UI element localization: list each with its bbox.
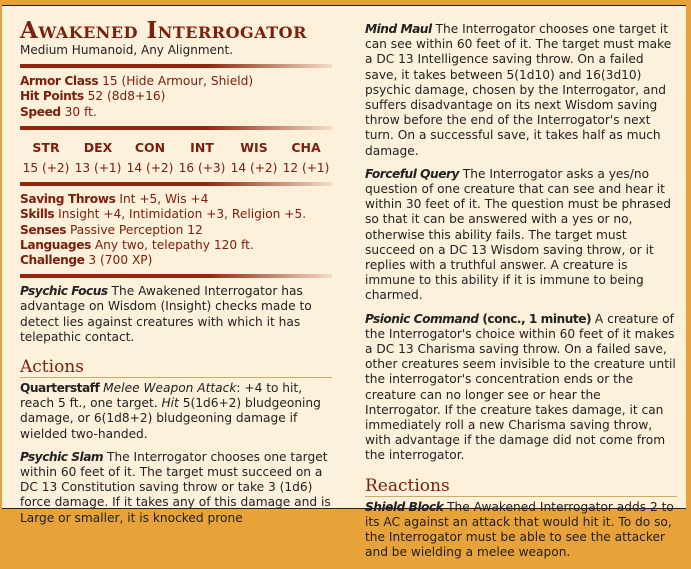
action-forceful-query: Forceful Query The Interrogator asks a yes/no question of one creature that can see and hear it within 30 feet of it. The question must be phrased so that it can be answered with a yes or no, otherwise this ability fails. The target must succeed on a DC 13 Wisdom saving throw, or it replies with a truthful answer. A creature is immune to this ability if it is immune to being charmed. [365, 166, 671, 303]
divider [20, 64, 332, 68]
action-quarterstaff: Quarterstaff Melee Weapon Attack: +4 to hit, reach 5 ft., one target. Hit 5(1d6+2) bludgeoning damage, or 6(1d8+2) bludgeoning damage if wielded two-handed. [20, 381, 321, 441]
action-psychic-slam: Psychic Slam The Interrogator chooses one target within 60 feet of it. The target must succeed on a DC 13 Constitution saving throw or take 3 (1d6) force damage. If it takes any of this damage and is Large or smaller, it is knocked prone [20, 449, 331, 525]
divider [20, 182, 332, 186]
left-column [20, 6, 332, 534]
ability-wis: WIS 14 (+2) [230, 139, 278, 176]
action-psionic-command: Psionic Command (conc., 1 minute) A creature of the Interrogator's choice within 60 feet of it makes a DC 13 Charisma saving throw. On a failed save, other creatures seem invisible to the creature until the interrogator's concentration ends or the creature can no longer see or hear the Interrogator. If the creature takes damage, it can immediately roll a new Charisma saving throw, with advantage if the damage did not come from the interrogator. [365, 311, 676, 463]
ability-con: CON 14 (+2) [126, 139, 174, 176]
divider [20, 274, 332, 278]
trait-psychic-focus: Psychic Focus The Awakened Interrogator has advantage on Wisdom (Insight) checks made to detect lies against creatures with which it has telepathic contact. [20, 284, 312, 344]
challenge: Challenge 3 (700 XP) [20, 253, 153, 268]
ability-cha: CHA 12 (+1) [282, 139, 330, 176]
reaction-shield-block: Shield Block The Awakened Interrogator adds 2 to its AC against an attack that would hit it. To do so, the Interrogator must be able to see the attacker and be wielding a melee weapon. [365, 499, 674, 560]
stat-speed: Speed 30 ft. [20, 104, 97, 119]
ability-scores [20, 136, 332, 176]
senses: Senses Passive Perception 12 [20, 222, 203, 237]
divider [20, 126, 332, 130]
stat-armor-class: Armor Class 15 (Hide Armour, Shield) [20, 74, 254, 89]
right-column [365, 6, 677, 569]
stat-block [2, 5, 686, 560]
reactions-heading: Reactions [365, 476, 677, 497]
actions-heading: Actions [20, 357, 332, 378]
skills: Skills Insight +4, Intimidation +3, Religion +5. [20, 207, 307, 222]
creature-name: Awakened Interrogator [20, 17, 307, 44]
saving-throws: Saving Throws Int +5, Wis +4 [20, 192, 209, 207]
languages: Languages Any two, telepathy 120 ft. [20, 237, 254, 252]
ability-dex: DEX 13 (+1) [74, 139, 122, 176]
action-mind-maul: Mind Maul The Interrogator chooses one target it can see within 60 feet of it. The target must make a DC 13 Intelligence saving throw. On a failed save, it takes between 5(1d10) and 16(3d10) psychic damage, chosen by the Interrogator, and suffers disadvantage on its next Wisdom saving throw before the end of the Interrogator's next turn. On a successful save, it takes half as much damage. [365, 22, 672, 158]
stat-hit-points: Hit Points 52 (8d8+16) [20, 89, 166, 104]
creature-type: Medium Humanoid, Any Alignment. [20, 43, 234, 57]
ability-int: INT 16 (+3) [178, 139, 226, 176]
ability-str: STR 15 (+2) [22, 139, 70, 176]
